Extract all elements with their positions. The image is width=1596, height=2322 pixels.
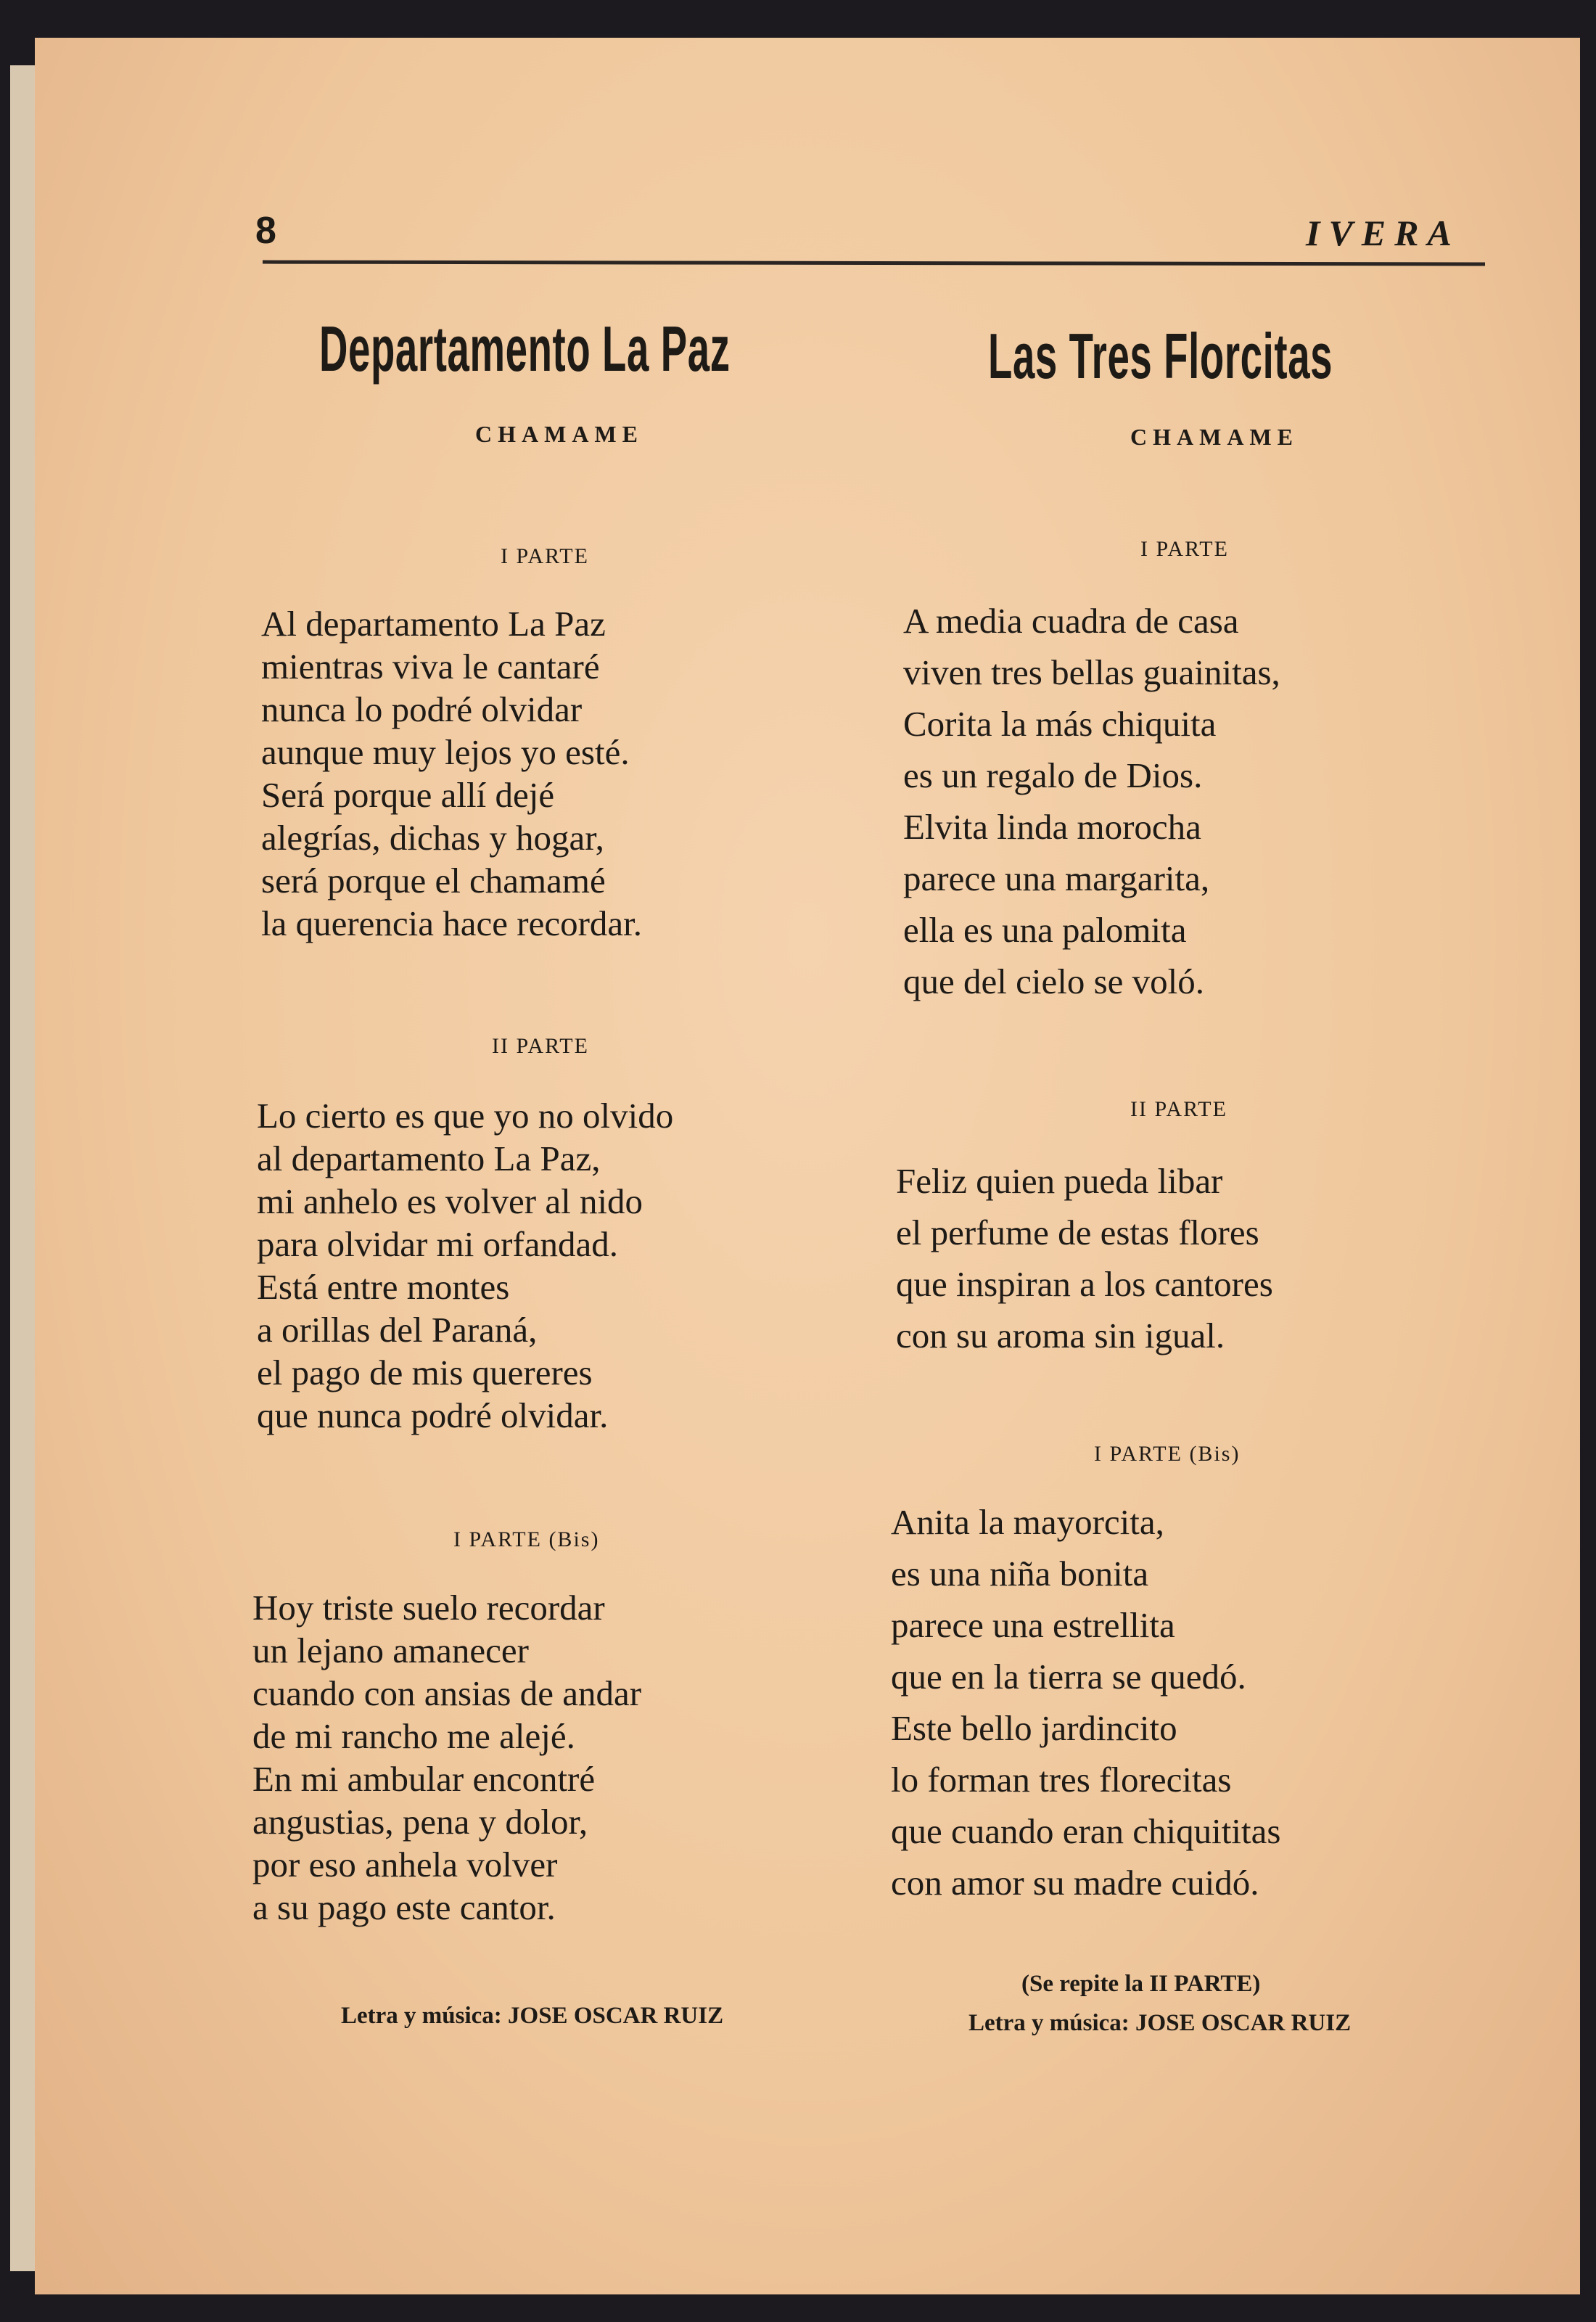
verse-line: mi anhelo es volver al nido <box>257 1181 643 1221</box>
section-label: II PARTE <box>1130 1097 1227 1121</box>
verse-line: Lo cierto es que yo no olvido <box>257 1096 674 1136</box>
verse-line: Corita la más chiquita <box>903 704 1217 744</box>
verse-line: angustias, pena y dolor, <box>252 1802 588 1842</box>
verse-line: parece una estrellita <box>891 1605 1175 1645</box>
verse-line: que del cielo se voló. <box>903 961 1205 1001</box>
verse-line: a su pago este cantor. <box>252 1887 556 1927</box>
verse-line: de mi rancho me alejé. <box>252 1716 575 1756</box>
verse-line: Está entre montes <box>257 1267 510 1307</box>
verse-line: el pago de mis quereres <box>257 1353 593 1392</box>
left-song-credit: Letra y música: JOSE OSCAR RUIZ <box>341 2003 724 2029</box>
section-label: II PARTE <box>492 1034 589 1058</box>
verse-line: por eso anhela volver <box>252 1845 558 1884</box>
verse-line: que inspiran a los cantores <box>896 1264 1273 1304</box>
verse <box>257 1094 673 1437</box>
left-song-title: Departamento La Paz <box>319 313 731 385</box>
left-song-genre: CHAMAME <box>475 421 643 447</box>
verse-line: cuando con ansias de andar <box>252 1673 642 1713</box>
verse-line: que nunca podré olvidar. <box>257 1395 609 1435</box>
verse-line: lo forman tres florecitas <box>891 1760 1232 1800</box>
verse-line: A media cuadra de casa <box>903 601 1239 641</box>
verse-line: que cuando eran chiquititas <box>891 1811 1281 1851</box>
verse-line: Al departamento La Paz <box>261 604 606 644</box>
verse-line: es un regalo de Dios. <box>903 755 1203 795</box>
verse-line: Hoy triste suelo recordar <box>252 1588 605 1628</box>
repeat-note: (Se repite la II PARTE) <box>1021 1971 1261 1997</box>
section-label: I PARTE (Bis) <box>1094 1442 1241 1466</box>
verse-line: un lejano amanecer <box>252 1630 529 1670</box>
verse <box>252 1586 641 1929</box>
magazine-name: IVERA <box>1306 213 1460 253</box>
verse-line: al departamento La Paz, <box>257 1139 601 1178</box>
page-number: 8 <box>255 210 276 252</box>
verse-line: para olvidar mi orfandad. <box>257 1224 618 1264</box>
verse <box>896 1155 1273 1361</box>
verse-line: que en la tierra se quedó. <box>891 1657 1246 1697</box>
verse-line: la querencia hace recordar. <box>261 903 643 943</box>
verse-line: a orillas del Paraná, <box>257 1310 538 1350</box>
verse-line: Feliz quien pueda libar <box>896 1161 1223 1201</box>
verse-line: será porque el chamamé <box>261 861 606 901</box>
verse-line: mientras viva le cantaré <box>261 647 600 686</box>
verse-line: aunque muy lejos yo esté. <box>261 732 630 772</box>
right-song-credit: Letra y música: JOSE OSCAR RUIZ <box>968 2010 1352 2036</box>
verse-line: Elvita linda morocha <box>903 807 1201 847</box>
verse-line: viven tres bellas guainitas, <box>903 652 1280 692</box>
section-label: I PARTE <box>1140 537 1229 561</box>
section-label: I PARTE <box>501 544 589 568</box>
verse-line: En mi ambular encontré <box>252 1759 596 1799</box>
right-song-title: Las Tres Florcitas <box>988 320 1333 392</box>
verse <box>891 1496 1280 1908</box>
verse-line: Anita la mayorcita, <box>891 1502 1164 1542</box>
section-label: I PARTE (Bis) <box>453 1527 600 1551</box>
verse-line: Será porque allí dejé <box>261 775 555 815</box>
verse-line: Este bello jardincito <box>891 1708 1177 1748</box>
verse <box>261 602 642 945</box>
verse-line: ella es una palomita <box>903 910 1187 950</box>
verse-line: con amor su madre cuidó. <box>891 1863 1259 1903</box>
verse-line: alegrías, dichas y hogar, <box>261 818 604 858</box>
verse-line: el perfume de estas flores <box>896 1213 1259 1252</box>
verse-line: nunca lo podré olvidar <box>261 689 583 729</box>
verse-line: con su aroma sin igual. <box>896 1316 1225 1355</box>
verse <box>903 595 1280 1007</box>
verse-line: parece una margarita, <box>903 858 1210 898</box>
verse-line: es una niña bonita <box>891 1554 1149 1593</box>
right-song-genre: CHAMAME <box>1130 424 1299 450</box>
